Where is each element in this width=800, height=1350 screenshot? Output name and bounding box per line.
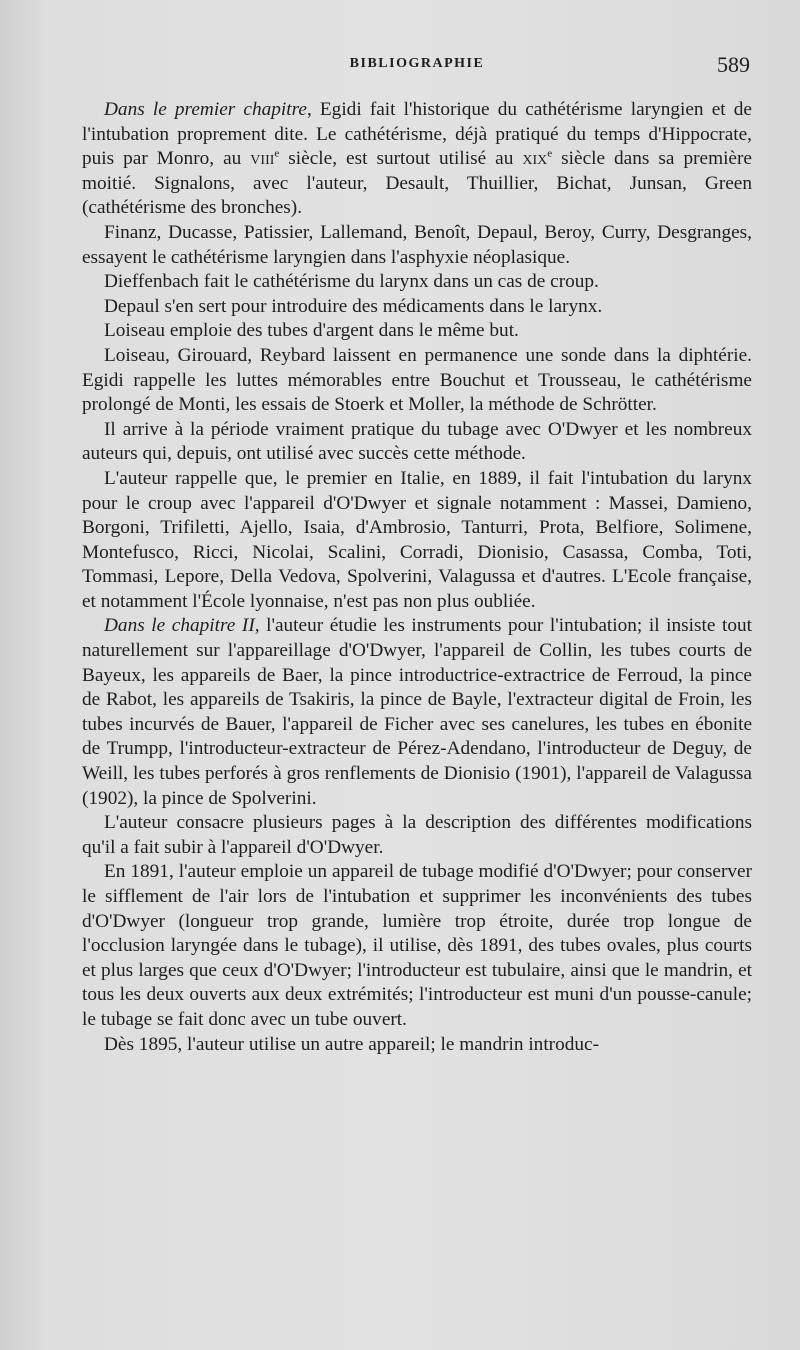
page-header <box>84 52 750 82</box>
paragraph-9: Dans le chapitre II, l'auteur étudie les instruments pour l'intubation; il insiste tout naturellement sur l'appareillage d'O'Dwyer, l'appareil de Collin, les tubes courts de Bayeux, les appareils de Baer, la pince introductrice-extractrice de Ferroud, la pince de Rabot, les appareils de Tsakiris, la pince de Bayle, l'extracteur digital de Froin, les tubes incurvés de Bauer, l'appareil de Ficher avec ses canelures, les tubes en ébonite de Trumpp, l'introducteur-extracteur de Pérez-Adendano, l'introducteur de Deguy, de Weill, les tubes perforés à gros renflements de Dionisio (1901), l'appareil de Valagussa (1902), la pince de Spolverini. <box>82 615 753 809</box>
paragraph-10: L'auteur consacre plusieurs pages à la description des différentes modifications qu'il a fait subir à l'appareil d'O'Dwyer. <box>82 812 752 858</box>
paragraph-12: Dès 1895, l'auteur utilise un autre appareil; le mandrin introduc- <box>104 1033 599 1055</box>
paragraph-4: Depaul s'en sert pour introduire des médicaments dans le larynx. <box>104 295 603 317</box>
running-title: BIBLIOGRAPHIE <box>349 56 485 71</box>
paragraph-5: Loiseau emploie des tubes d'argent dans le même but. <box>104 320 519 342</box>
paragraph-11: En 1891, l'auteur emploie un appareil de tubage modifié d'O'Dwyer; pour conserver le sifflement de l'air lors de l'intubation et supprimer les inconvénients des tubes d'O'Dwyer (longueur trop grande, lumière trop étroite, durée trop longue de l'occlusion laryngée dans le tubage), il utilise, dès 1891, des tubes ovales, plus courts et plus larges que ceux d'O'Dwyer; l'introducteur est tubulaire, ainsi que le mandrin, et tous les deux ouverts aux deux extrémités; l'introducteur est muni d'un pousse-canule; le tubage se fait donc avec un tube ouvert. <box>82 861 752 1030</box>
chapter-reference: Dans le chapitre II <box>104 615 255 637</box>
paragraph-1: Dans le premier chapitre, Egidi fait l'historique du cathétérisme laryngien et de l'intubation proprement dite. Le cathétérisme, déjà pratiqué du temps d'Hippocrate, puis par Monro, au viii$^e$ siècle, est surtout utilisé au xix$^e$ siècle dans sa première moitié. Signalons, avec l'auteur, Desault, Thuillier, Bichat, Junsan, Green (cathétérisme des bronches). <box>82 99 752 219</box>
paragraph-2: Finanz, Ducasse, Patissier, Lallemand, Benoît, Depaul, Beroy, Curry, Desgranges, essayent le cathétérisme laryngien dans l'asphyxie néoplasique. <box>82 221 752 268</box>
paragraph-8: L'auteur rappelle que, le premier en Italie, en 1889, il fait l'intubation du larynx pour le croup avec l'appareil d'O'Dwyer et signale notamment : Massei, Damieno, Borgoni, Trifiletti, Ajello, Isaia, d'Ambrosio, Tanturri, Prota, Belfiore, Solimene, Montefusco, Ricci, Nicolai, Scalini, Corradi, Dionisio, Casassa, Comba, Toti, Tommasi, Lepore, Della Vedova, Spolverini, Valagussa et d'autres. L'Ecole française, et notamment l'École lyonnaise, n'est pas non plus oubliée. <box>82 467 752 612</box>
paragraph-6: Loiseau, Girouard, Reybard laissent en permanence une sonde dans la diphtérie. Egidi rappelle les luttes mémorables entre Bouchut et Trousseau, le cathétérisme prolongé de Monti, les essais de Stoerk et Moller, la méthode de Schrötter. <box>82 344 752 416</box>
paragraph-7: Il arrive à la période vraiment pratique du tubage avec O'Dwyer et les nombreux auteurs qui, depuis, ont utilisé avec succès cette méthode. <box>82 418 752 465</box>
chapter-reference: Dans le premier chapitre <box>104 99 307 120</box>
page-body <box>82 98 752 1057</box>
paragraph-3: Dieffenbach fait le cathétérisme du larynx dans un cas de croup. <box>104 271 599 293</box>
page-number: 589 <box>717 52 750 77</box>
